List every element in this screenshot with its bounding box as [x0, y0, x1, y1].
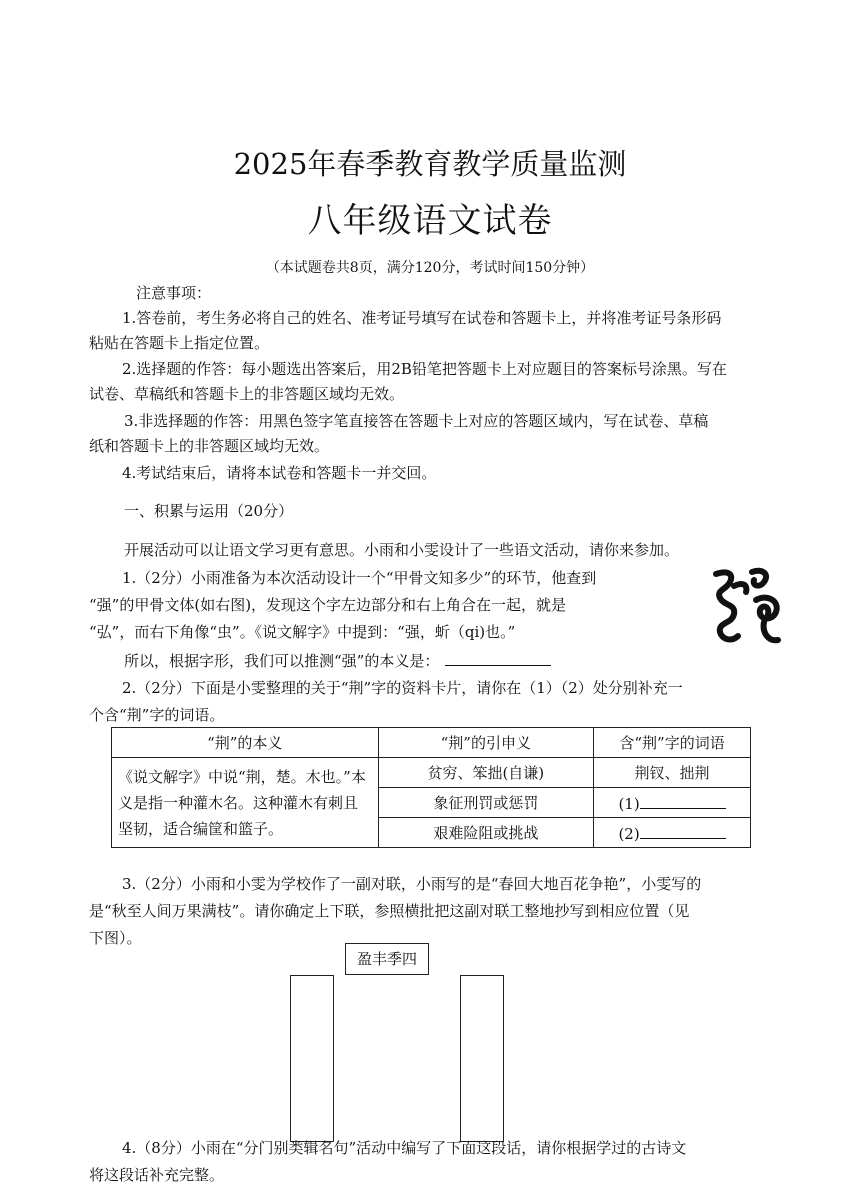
- table-header: “荆”的本义: [112, 728, 379, 758]
- oracle-bone-character-image: [704, 560, 788, 650]
- extended-meaning-cell: 艰难险阻或挑战: [378, 818, 594, 848]
- extended-meaning-cell: 贫穷、笨拙(自谦): [378, 758, 594, 788]
- q3-line1: 3.（2分）小雨和小雯为学校作了一副对联，小雨写的是“春回大地百花争艳”，小雯写的: [122, 875, 702, 893]
- q1-line4: [124, 649, 551, 674]
- table-header: 含“荆”字的词语: [594, 728, 751, 758]
- q1-answer-blank[interactable]: [445, 649, 551, 666]
- q1-prompt: 所以，根据字形，我们可以推测“强”的本义是：: [124, 652, 440, 670]
- note-4: 4.考试结束后，请将本试卷和答题卡一并交回。: [122, 464, 437, 482]
- q1-line3: “弘”，而右下角像“虫”。《说文解字》中提到：“强，蚚（qi)也。”: [89, 623, 516, 641]
- blank-label-2: (2): [618, 825, 640, 843]
- original-meaning-cell: 《说文解字》中说“荆，楚。木也。”本义是指一种灌木名。这种灌木有刺且坚韧，适合编筐和篮子。: [112, 758, 379, 848]
- table-row: [112, 758, 751, 788]
- q2-line2: 个含“荆”字的词语。: [89, 706, 225, 724]
- q4-line2: 将这段话补充完整。: [89, 1166, 225, 1184]
- note-3-line1: 3.非选择题的作答：用黑色签字笔直接答在答题卡上对应的答题区域内，写在试卷、草稿: [124, 412, 709, 430]
- section-1-heading: 一、积累与运用（20分）: [124, 502, 294, 520]
- jing-info-card-table: [111, 727, 751, 848]
- q1-line1: 1.（2分）小雨准备为本次活动设计一个“甲骨文知多少”的环节，他查到: [122, 569, 597, 587]
- word-cell: 荆钗、拙荆: [594, 758, 751, 788]
- word-cell: [594, 818, 751, 848]
- section-1-intro: 开展活动可以让语文学习更有意思。小雨和小雯设计了一些语文活动，请你来参加。: [124, 541, 680, 559]
- note-2-line1: 2.选择题的作答：每小题选出答案后，用2B铅笔把答题卡上对应题目的答案标号涂黑。写在: [122, 360, 727, 378]
- couplet-right-scroll-box[interactable]: [460, 975, 504, 1142]
- q2-line1: 2.（2分）下面是小雯整理的关于“荆”字的资料卡片，请你在（1）（2）处分别补充一: [122, 679, 683, 697]
- exam-subtitle: 八年级语文试卷: [307, 201, 553, 241]
- q1-line2: “强”的甲骨文体(如右图)，发现这个字左边部分和右上角合在一起，就是: [89, 596, 567, 614]
- note-1-line2: 粘贴在答题卡上指定位置。: [89, 334, 270, 352]
- answer-blank-2[interactable]: [640, 822, 726, 839]
- notes-heading: 注意事项：: [136, 284, 212, 302]
- q3-line3: 下图）。: [89, 929, 142, 947]
- table-header-row: [112, 728, 751, 758]
- note-3-line2: 纸和答题卡上的非答题区域均无效。: [89, 437, 330, 455]
- q3-line2: 是“秋至人间万果满枝”。请你确定上下联，参照横批把这副对联工整地抄写到相应位置（见: [89, 902, 690, 920]
- exam-title: 2025年春季教育教学质量监测: [233, 147, 627, 181]
- couplet-left-scroll-box[interactable]: [290, 975, 334, 1142]
- blank-label-1: (1): [618, 795, 640, 813]
- exam-info: （本试题卷共8页，满分120分，考试时间150分钟）: [265, 260, 595, 276]
- table-header: “荆”的引申义: [378, 728, 594, 758]
- q4-line1: 4.（8分）小雨在“分门别类辑名句”活动中编写了下面这段话，请你根据学过的古诗文: [122, 1139, 687, 1157]
- answer-blank-1[interactable]: [640, 792, 726, 809]
- couplet-banner: 盈丰季四: [345, 943, 429, 975]
- word-cell: [594, 788, 751, 818]
- note-1-line1: 1.答卷前，考生务必将自己的姓名、准考证号填写在试卷和答题卡上，并将准考证号条形码: [122, 309, 722, 327]
- extended-meaning-cell: 象征刑罚或惩罚: [378, 788, 594, 818]
- note-2-line2: 试卷、草稿纸和答题卡上的非答题区域均无效。: [89, 385, 405, 403]
